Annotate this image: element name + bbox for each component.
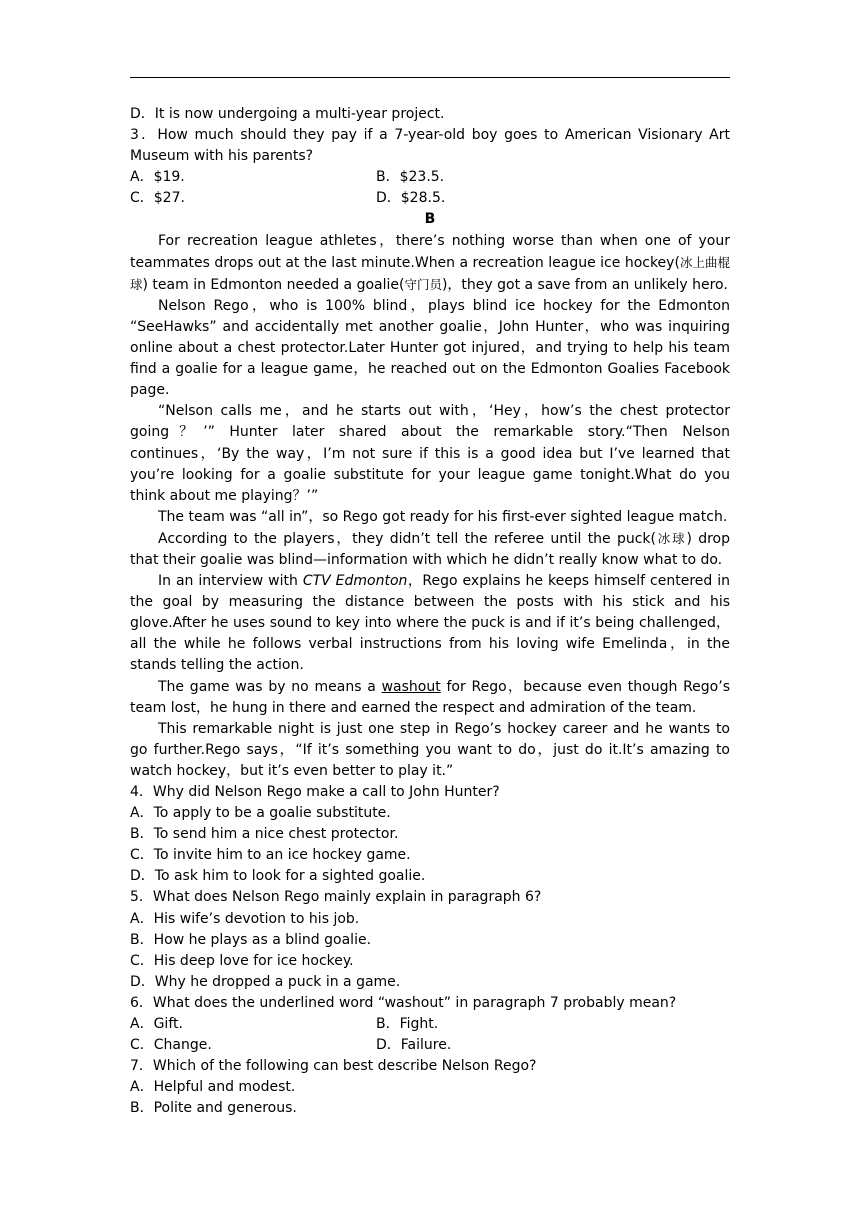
passage-paragraph-2: Nelson Rego，who is 100% blind，plays blind ice hockey for the Edmonton “SeeHawks” and accidentally met another goalie，John Hunter，who was inquiring online about a chest protector.Later Hunter got injured，and trying to help his team find a goalie for a league game，he reached out on the Edmonton Goalies Facebook page. — [130, 297, 730, 399]
q4-option-c: C．To invite him to an ice hockey game. — [130, 847, 411, 864]
q3-option-d: D．$28.5. — [376, 190, 446, 207]
q3-option-c: C．$27. — [130, 190, 185, 207]
document-body — [130, 104, 730, 1120]
q3-option-b: B．$23.5. — [376, 169, 445, 186]
passage-paragraph-4: The team was “all in”，so Rego got ready for his first-ever sighted league match. — [158, 508, 728, 525]
q6-option-d: D．Failure. — [376, 1037, 452, 1054]
q6-option-b: B．Fight. — [376, 1016, 439, 1033]
underlined-word: washout — [381, 678, 441, 695]
passage-paragraph-6: In an interview with CTV Edmonton，Rego explains he keeps himself centered in the goal by measuring the distance between the posts with his stick and his glove.After he uses sound to key into where the puck is and if it’s being challenged，all the while he follows verbal instructions from his loving wife Emelinda，in the stands telling the action. — [130, 573, 730, 674]
q4-option-b: B．To send him a nice chest protector. — [130, 826, 399, 843]
passage-paragraph-1: For recreation league athletes，there’s nothing worse than when one of your teammates drops out at the last minute.When a recreation league ice hockey(冰上曲棍球) team in Edmonton needed a goalie(守门员)，they got a save from an unlikely hero. — [130, 232, 730, 293]
q3-stem: 3．How much should they pay if a 7-year-old boy goes to American Visionary Art Museum with his parents? — [130, 127, 730, 165]
passage-paragraph-3: “Nelson calls me，and he starts out with，‘Hey，how’s the chest protector going？’” Hunter later shared about the remarkable story.“Then Nelson continues，‘By the way，I’m not sure if this is a good idea but I’ve learned that you’re looking for a goalie substitute for your league game tonight.What do you think about me playing？’” — [130, 403, 730, 504]
q2-option-d: D．It is now undergoing a multi-year project. — [130, 106, 445, 122]
q3-options-row-1 — [130, 167, 730, 188]
passage-paragraph-7: The game was by no means a washout for Rego，because even though Rego’s team lost，he hung in there and earned the respect and admiration of the team. — [130, 678, 730, 716]
q4-option-d: D．To ask him to look for a sighted goalie. — [130, 868, 426, 885]
q6-option-a: A．Gift. — [130, 1016, 183, 1033]
q5-option-a: A．His wife’s devotion to his job. — [130, 910, 360, 927]
q6-options-row-2 — [130, 1035, 730, 1056]
passage-paragraph-5: According to the players，they didn’t tell the referee until the puck(冰球) drop that their goalie was blind—information with which he didn’t really know what to do. — [130, 530, 730, 568]
header-rule — [130, 77, 730, 78]
q6-stem: 6．What does the underlined word “washout” in paragraph 7 probably mean? — [130, 994, 677, 1011]
q7-option-a: A．Helpful and modest. — [130, 1079, 296, 1096]
q7-stem: 7．Which of the following can best describe Nelson Rego? — [130, 1058, 537, 1075]
q5-option-d: D．Why he dropped a puck in a game. — [130, 973, 401, 990]
q6-options-row-1 — [130, 1014, 730, 1035]
q4-option-a: A．To apply to be a goalie substitute. — [130, 805, 391, 822]
q3-option-a: A．$19. — [130, 169, 185, 186]
source-name-italic: CTV Edmonton — [302, 573, 408, 590]
q3-options-row-2 — [130, 188, 730, 209]
q5-stem: 5．What does Nelson Rego mainly explain in paragraph 6? — [130, 889, 542, 906]
q5-option-b: B．How he plays as a blind goalie. — [130, 931, 372, 948]
passage-paragraph-8: This remarkable night is just one step in Rego’s hockey career and he wants to go further.Rego says，“If it’s something you want to do，just do it.It’s amazing to watch hockey，but it’s even better to play it.” — [130, 720, 730, 779]
q6-option-c: C．Change. — [130, 1037, 212, 1054]
q4-stem: 4．Why did Nelson Rego make a call to John Hunter? — [130, 784, 500, 800]
q5-option-c: C．His deep love for ice hockey. — [130, 952, 354, 969]
q7-option-b: B．Polite and generous. — [130, 1100, 297, 1117]
section-label-b: B — [424, 211, 436, 228]
